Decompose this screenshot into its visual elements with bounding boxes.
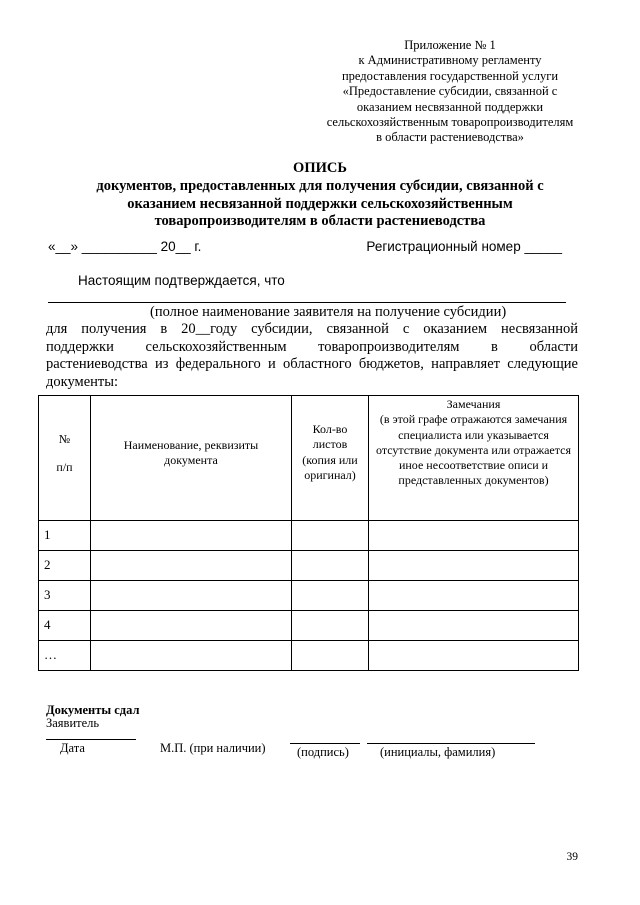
appendix-line: в области растениеводства» [376,130,524,145]
row-number: 1 [44,527,51,542]
registration-number-line: Регистрационный номер _____ [366,239,562,254]
header-num-top: № [58,432,71,446]
header-sheets-cell [292,396,369,521]
document-title [40,160,600,231]
row-name-cell [91,551,292,581]
row-number: … [44,647,57,662]
appendix-line: «Предоставление субсидии, связанной с [342,84,558,99]
table-row [39,641,579,671]
row-remarks-cell [369,551,579,581]
date-line: «__» __________ 20__ г. [48,239,202,254]
initials-label: (инициалы, фамилия) [380,745,496,759]
page-number: 39 [566,851,578,863]
row-sheets-cell [292,551,369,581]
row-name-cell [91,521,292,551]
header-name-cell [91,396,292,521]
row-name-cell [91,641,292,671]
initials-line [367,743,535,744]
row-number: 4 [44,617,51,632]
title-subtitle-line: оказанием несвязанной поддержки сельскохозяйственным [127,195,513,212]
paragraph-line: поддержки сельскохозяйственным товаропроизводителям в области [46,338,578,355]
table-row [39,611,579,641]
applicant-name-note: (полное наименование заявителя на получение субсидии) [150,304,507,320]
row-sheets-cell [292,521,369,551]
row-remarks-cell [369,521,579,551]
appendix-line: предоставления государственной услуги [341,68,559,83]
paragraph-line: растениеводства из федерального и областного бюджетов, направляет следующие [46,356,578,372]
date-label: Дата [60,741,85,755]
date-signature-line [46,739,136,740]
row-remarks-cell [369,611,579,641]
appendix-line: оказанием несвязанной поддержки [356,99,544,114]
paragraph-line: для получения в 20__году субсидии, связанной с оказанием несвязанной [46,321,578,337]
body-paragraph [46,321,578,391]
signature-label: (подпись) [297,745,349,759]
row-number: 3 [44,587,51,602]
title-subtitle-line: документов, предоставленных для получения субсидии, связанной с [96,177,544,194]
row-remarks-cell [369,581,579,611]
confirm-text: Настоящим подтверждается, что [78,273,285,288]
applicant-name-line [48,302,566,303]
table-row [39,521,579,551]
header-num-cell [39,396,91,521]
header-remarks-body: (в этой графе отражаются замечания специалиста или указывается отсутствие документа или отражается иное несоответствие описи и представленных документов) [375,412,571,488]
table-header-row [39,396,579,521]
row-number: 2 [44,557,51,572]
table-row [39,581,579,611]
row-sheets-cell [292,581,369,611]
table-row [39,551,579,581]
title-heading: ОПИСЬ [293,160,347,176]
header-sheets: Кол-во листов (копия или оригинал) [302,422,358,482]
row-name-cell [91,611,292,641]
appendix-header [300,38,600,146]
header-remarks-cell [369,396,579,521]
row-sheets-cell [292,641,369,671]
docs-handed-label: Документы сдал [46,703,140,717]
row-name-cell [91,581,292,611]
documents-table [38,395,579,671]
header-remarks-title: Замечания [446,397,501,411]
row-remarks-cell [369,641,579,671]
appendix-line: к Административному регламенту [358,53,542,68]
header-name: Наименование, реквизиты документа [123,438,259,468]
row-sheets-cell [292,611,369,641]
stamp-label: М.П. (при наличии) [160,741,266,755]
signature-line [290,743,360,744]
header-num-bottom: п/п [56,460,73,475]
title-subtitle-line: товаропроизводителям в области растениеводства [154,213,486,230]
applicant-label: Заявитель [46,716,100,730]
paragraph-line: документы: [46,373,119,390]
appendix-line: Приложение № 1 [404,38,496,52]
appendix-line: сельскохозяйственным товаропроизводителям [326,115,574,130]
